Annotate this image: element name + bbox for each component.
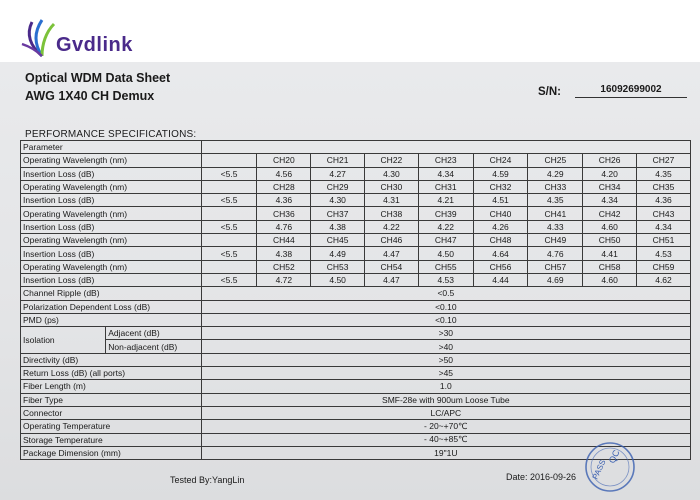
brand-logo (20, 16, 160, 60)
header-blank (201, 141, 690, 154)
fiber-type-label: Fiber Type (21, 393, 202, 406)
channel-cell: CH32 (473, 180, 528, 193)
channel-cell: CH33 (528, 180, 583, 193)
insertion-loss-value: 4.69 (528, 273, 583, 286)
insertion-loss-value: 4.72 (257, 273, 311, 286)
insertion-loss-value: 4.34 (583, 194, 637, 207)
insertion-loss-row (21, 167, 691, 180)
wavelength-label: Operating Wavelength (nm) (21, 180, 202, 193)
insertion-loss-value: 4.38 (311, 220, 365, 233)
channel-cell: CH20 (257, 154, 311, 167)
serial-number-label: S/N: (538, 86, 561, 98)
insertion-loss-value: 4.53 (636, 247, 690, 260)
isolation-label: Isolation (21, 327, 106, 354)
operating-temperature-value: - 20~+70℃ (201, 420, 690, 433)
insertion-loss-row (21, 247, 691, 260)
return-loss-value: >45 (201, 367, 690, 380)
insertion-loss-value: 4.26 (473, 220, 528, 233)
pdl-label: Polarization Dependent Loss (dB) (21, 300, 202, 313)
wavelength-label: Operating Wavelength (nm) (21, 207, 202, 220)
channel-cell: CH41 (528, 207, 583, 220)
insertion-loss-value: 4.53 (418, 273, 473, 286)
channel-cell: CH34 (583, 180, 637, 193)
fiber-length-label: Fiber Length (m) (21, 380, 202, 393)
stamp-text-qc: QC (606, 448, 622, 465)
test-date: Date: 2016-09-26 (506, 472, 577, 482)
insertion-loss-row (21, 273, 691, 286)
insertion-loss-value: 4.38 (257, 247, 311, 260)
isolation-nonadjacent-label: Non-adjacent (dB) (106, 340, 201, 353)
directivity-label: Directivity (dB) (21, 353, 202, 366)
limit-blank (201, 207, 257, 220)
qc-pass-stamp (583, 440, 637, 494)
limit-blank (201, 234, 257, 247)
operating-temperature-row (21, 420, 691, 433)
channel-ripple-label: Channel Ripple (dB) (21, 287, 202, 300)
channel-ripple-value: <0.5 (201, 287, 690, 300)
insertion-loss-limit: <5.5 (201, 273, 257, 286)
channel-cell: CH49 (528, 234, 583, 247)
channel-cell: CH40 (473, 207, 528, 220)
insertion-loss-value: 4.50 (418, 247, 473, 260)
wavelength-label: Operating Wavelength (nm) (21, 154, 202, 167)
limit-blank (201, 154, 257, 167)
fiber-length-row (21, 380, 691, 393)
insertion-loss-value: 4.35 (528, 194, 583, 207)
insertion-loss-value: 4.59 (473, 167, 528, 180)
insertion-loss-value: 4.60 (583, 273, 637, 286)
insertion-loss-value: 4.21 (418, 194, 473, 207)
wavelength-label: Operating Wavelength (nm) (21, 234, 202, 247)
insertion-loss-label: Insertion Loss (dB) (21, 247, 202, 260)
channel-cell: CH55 (418, 260, 473, 273)
channel-cell: CH56 (473, 260, 528, 273)
wavelength-row (21, 207, 691, 220)
channel-cell: CH51 (636, 234, 690, 247)
insertion-loss-value: 4.22 (418, 220, 473, 233)
channel-cell: CH53 (311, 260, 365, 273)
table-header-row (21, 141, 691, 154)
specifications-table (20, 140, 691, 460)
insertion-loss-value: 4.76 (528, 247, 583, 260)
pmd-value: <0.10 (201, 313, 690, 326)
insertion-loss-value: 4.34 (418, 167, 473, 180)
stamp-text-pass: PASS (590, 458, 608, 481)
channel-cell: CH48 (473, 234, 528, 247)
insertion-loss-value: 4.27 (311, 167, 365, 180)
channel-cell: CH50 (583, 234, 637, 247)
channel-cell: CH21 (311, 154, 365, 167)
insertion-loss-value: 4.30 (365, 167, 419, 180)
insertion-loss-value: 4.36 (636, 194, 690, 207)
insertion-loss-value: 4.36 (257, 194, 311, 207)
tested-by: Tested By:YangLin (170, 475, 245, 485)
insertion-loss-value: 4.30 (311, 194, 365, 207)
connector-label: Connector (21, 406, 202, 419)
connector-row (21, 406, 691, 419)
insertion-loss-value: 4.22 (365, 220, 419, 233)
insertion-loss-value: 4.35 (636, 167, 690, 180)
isolation-adjacent-row (21, 327, 691, 340)
isolation-nonadjacent-value: >40 (201, 340, 690, 353)
sheet-subtitle: AWG 1X40 CH Demux (25, 89, 155, 103)
package-dimension-value: 19"1U (201, 446, 690, 459)
insertion-loss-value: 4.50 (311, 273, 365, 286)
directivity-value: >50 (201, 353, 690, 366)
insertion-loss-row (21, 194, 691, 207)
insertion-loss-label: Insertion Loss (dB) (21, 194, 202, 207)
insertion-loss-label: Insertion Loss (dB) (21, 167, 202, 180)
logo-text: Gvdlink (56, 34, 133, 56)
wavelength-label: Operating Wavelength (nm) (21, 260, 202, 273)
insertion-loss-value: 4.31 (365, 194, 419, 207)
channel-cell: CH35 (636, 180, 690, 193)
package-dimension-label: Package Dimension (mm) (21, 446, 202, 459)
channel-cell: CH39 (418, 207, 473, 220)
insertion-loss-value: 4.51 (473, 194, 528, 207)
pdl-row (21, 300, 691, 313)
insertion-loss-value: 4.56 (257, 167, 311, 180)
channel-cell: CH26 (583, 154, 637, 167)
channel-cell: CH45 (311, 234, 365, 247)
channel-cell: CH38 (365, 207, 419, 220)
isolation-adjacent-value: >30 (201, 327, 690, 340)
isolation-adjacent-label: Adjacent (dB) (106, 327, 201, 340)
insertion-loss-value: 4.64 (473, 247, 528, 260)
insertion-loss-row (21, 220, 691, 233)
channel-cell: CH57 (528, 260, 583, 273)
channel-cell: CH59 (636, 260, 690, 273)
insertion-loss-value: 4.47 (365, 247, 419, 260)
insertion-loss-value: 4.49 (311, 247, 365, 260)
channel-cell: CH42 (583, 207, 637, 220)
insertion-loss-limit: <5.5 (201, 247, 257, 260)
channel-ripple-row (21, 287, 691, 300)
insertion-loss-value: 4.20 (583, 167, 637, 180)
channel-cell: CH25 (528, 154, 583, 167)
channel-cell: CH43 (636, 207, 690, 220)
insertion-loss-value: 4.47 (365, 273, 419, 286)
insertion-loss-label: Insertion Loss (dB) (21, 273, 202, 286)
limit-blank (201, 180, 257, 193)
connector-value: LC/APC (201, 406, 690, 419)
wavelength-row (21, 180, 691, 193)
parameter-header: Parameter (21, 141, 202, 154)
insertion-loss-value: 4.34 (636, 220, 690, 233)
directivity-row (21, 353, 691, 366)
fiber-type-row (21, 393, 691, 406)
storage-temperature-value: - 40~+85℃ (201, 433, 690, 446)
channel-cell: CH36 (257, 207, 311, 220)
insertion-loss-value: 4.33 (528, 220, 583, 233)
channel-cell: CH44 (257, 234, 311, 247)
insertion-loss-label: Insertion Loss (dB) (21, 220, 202, 233)
insertion-loss-value: 4.41 (583, 247, 637, 260)
pdl-value: <0.10 (201, 300, 690, 313)
serial-number-value: 16092699002 (575, 84, 687, 98)
insertion-loss-value: 4.76 (257, 220, 311, 233)
insertion-loss-value: 4.60 (583, 220, 637, 233)
pmd-row (21, 313, 691, 326)
insertion-loss-limit: <5.5 (201, 220, 257, 233)
insertion-loss-limit: <5.5 (201, 167, 257, 180)
insertion-loss-value: 4.44 (473, 273, 528, 286)
insertion-loss-value: 4.62 (636, 273, 690, 286)
channel-cell: CH46 (365, 234, 419, 247)
isolation-nonadjacent-row (21, 340, 691, 353)
channel-cell: CH47 (418, 234, 473, 247)
return-loss-row (21, 367, 691, 380)
pmd-label: PMD (ps) (21, 313, 202, 326)
channel-cell: CH29 (311, 180, 365, 193)
fiber-type-value: SMF-28e with 900um Loose Tube (201, 393, 690, 406)
channel-cell: CH58 (583, 260, 637, 273)
channel-cell: CH23 (418, 154, 473, 167)
channel-cell: CH54 (365, 260, 419, 273)
section-title: PERFORMANCE SPECIFICATIONS: (25, 129, 197, 140)
channel-cell: CH37 (311, 207, 365, 220)
wavelength-row (21, 260, 691, 273)
sheet-title: Optical WDM Data Sheet (25, 71, 171, 85)
channel-cell: CH31 (418, 180, 473, 193)
channel-cell: CH30 (365, 180, 419, 193)
channel-cell: CH27 (636, 154, 690, 167)
wavelength-row (21, 234, 691, 247)
channel-cell: CH28 (257, 180, 311, 193)
fiber-length-value: 1.0 (201, 380, 690, 393)
wavelength-row (21, 154, 691, 167)
channel-cell: CH22 (365, 154, 419, 167)
limit-blank (201, 260, 257, 273)
channel-cell: CH52 (257, 260, 311, 273)
insertion-loss-value: 4.29 (528, 167, 583, 180)
channel-cell: CH24 (473, 154, 528, 167)
operating-temperature-label: Operating Temperature (21, 420, 202, 433)
return-loss-label: Return Loss (dB) (all ports) (21, 367, 202, 380)
insertion-loss-limit: <5.5 (201, 194, 257, 207)
storage-temperature-label: Storage Temperature (21, 433, 202, 446)
